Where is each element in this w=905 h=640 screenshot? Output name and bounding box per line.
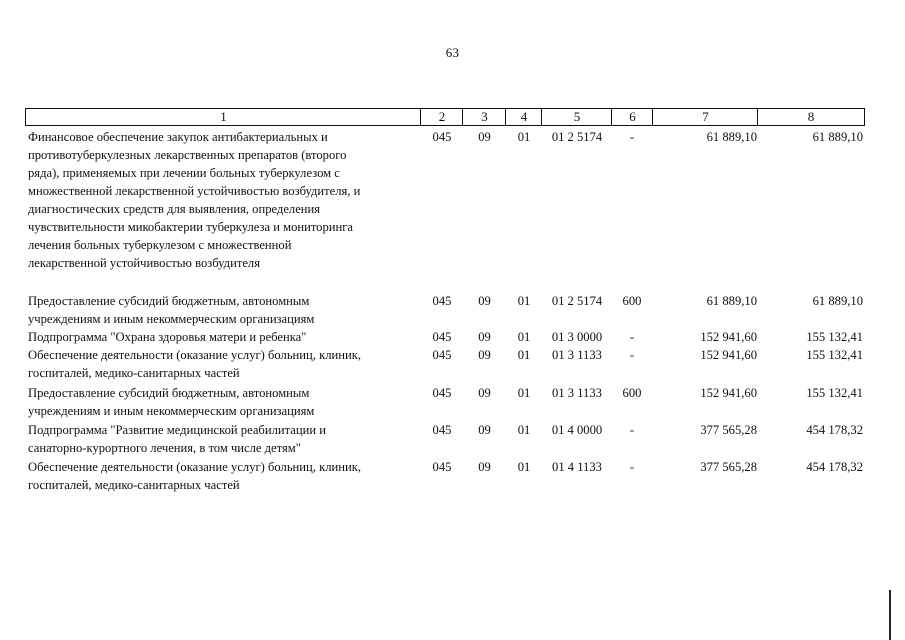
row-code-ministry: 045 [432, 130, 452, 144]
header-col-7: 7 [652, 109, 758, 125]
row-code-ministry: 045 [432, 423, 452, 437]
row-amount-1: 61 889,10 [706, 130, 757, 144]
row-code-ministry: 045 [432, 330, 452, 344]
row-code-target: 01 4 0000 [551, 423, 603, 437]
row-name: Предоставление субсидий бюджетным, автономным учреждениям и иным некоммерческим организациям [28, 386, 315, 418]
row-code-ministry: 045 [432, 386, 452, 400]
row-name: Подпрограмма "Развитие медицинской реабилитации и санаторно-курортного лечения, в том числе детям" [28, 423, 326, 455]
header-col-1: 1 [25, 109, 421, 125]
row-code-target: 01 4 1133 [552, 460, 602, 474]
row-code-target: 01 2 5174 [551, 130, 603, 144]
row-code-section: 09 [478, 460, 491, 474]
row-code-section: 09 [478, 386, 491, 400]
row-name: Обеспечение деятельности (оказание услуг) больниц, клиник, госпиталей, медико-санитарных частей [28, 348, 361, 380]
row-code-subsection: 01 [517, 423, 531, 437]
row-code-subsection: 01 [517, 330, 531, 344]
row-amount-2: 454 178,32 [806, 423, 863, 437]
row-code-section: 09 [478, 294, 491, 308]
row-code-target: 01 2 5174 [551, 294, 603, 308]
row-amount-2: 155 132,41 [806, 386, 863, 400]
page-number: 63 [445, 45, 460, 60]
row-name: Предоставление субсидий бюджетным, автономным учреждениям и иным некоммерческим организациям [28, 294, 315, 326]
row-amount-1: 152 941,60 [700, 348, 757, 362]
row-code-target: 01 3 1133 [552, 386, 602, 400]
row-amount-2: 61 889,10 [812, 130, 863, 144]
header-col-3: 3 [462, 109, 506, 125]
row-code-expense: - [629, 330, 635, 344]
header-col-4: 4 [505, 109, 542, 125]
row-code-target: 01 3 0000 [551, 330, 603, 344]
row-code-section: 09 [478, 130, 491, 144]
row-amount-1: 152 941,60 [700, 386, 757, 400]
row-code-section: 09 [478, 330, 491, 344]
row-code-subsection: 01 [517, 130, 531, 144]
row-code-ministry: 045 [432, 460, 452, 474]
row-name: Подпрограмма "Охрана здоровья матери и ребенка" [28, 330, 307, 344]
row-amount-2: 155 132,41 [806, 348, 863, 362]
row-amount-1: 377 565,28 [700, 423, 757, 437]
row-code-expense: 600 [622, 386, 642, 400]
row-code-expense: - [629, 348, 635, 362]
row-code-subsection: 01 [517, 386, 531, 400]
row-amount-2: 454 178,32 [806, 460, 863, 474]
header-col-5: 5 [541, 109, 612, 125]
header-col-8: 8 [757, 109, 865, 125]
row-code-section: 09 [478, 423, 491, 437]
row-code-expense: - [629, 130, 635, 144]
row-amount-1: 152 941,60 [700, 330, 757, 344]
row-code-ministry: 045 [432, 348, 452, 362]
table-header [25, 108, 865, 126]
header-col-2: 2 [420, 109, 463, 125]
row-code-subsection: 01 [517, 348, 531, 362]
row-amount-1: 61 889,10 [706, 294, 757, 308]
row-code-expense: 600 [622, 294, 642, 308]
row-name: Обеспечение деятельности (оказание услуг) больниц, клиник, госпиталей, медико-санитарных частей [28, 460, 361, 492]
scan-edge-mark [889, 590, 891, 640]
row-code-section: 09 [478, 348, 491, 362]
row-amount-2: 155 132,41 [806, 330, 863, 344]
row-code-ministry: 045 [432, 294, 452, 308]
row-code-subsection: 01 [517, 460, 531, 474]
row-code-expense: - [629, 460, 635, 474]
row-amount-2: 61 889,10 [812, 294, 863, 308]
row-code-target: 01 3 1133 [552, 348, 602, 362]
row-amount-1: 377 565,28 [700, 460, 757, 474]
row-code-subsection: 01 [517, 294, 531, 308]
row-name: Финансовое обеспечение закупок антибактериальных и противотуберкулезных лекарственных препаратов (второго ряда), применяемых при лечении больных туберкулезом с множественной лекарственной устойчивостью возбудителя, и диагностических средств для выявления, определения чувствительности микобактерии туберкулеза и мониторинга лечения больных туберкулезом с множественной лекарственной устойчивостью возбудителя [28, 130, 361, 270]
row-code-expense: - [629, 423, 635, 437]
header-col-6: 6 [611, 109, 653, 125]
